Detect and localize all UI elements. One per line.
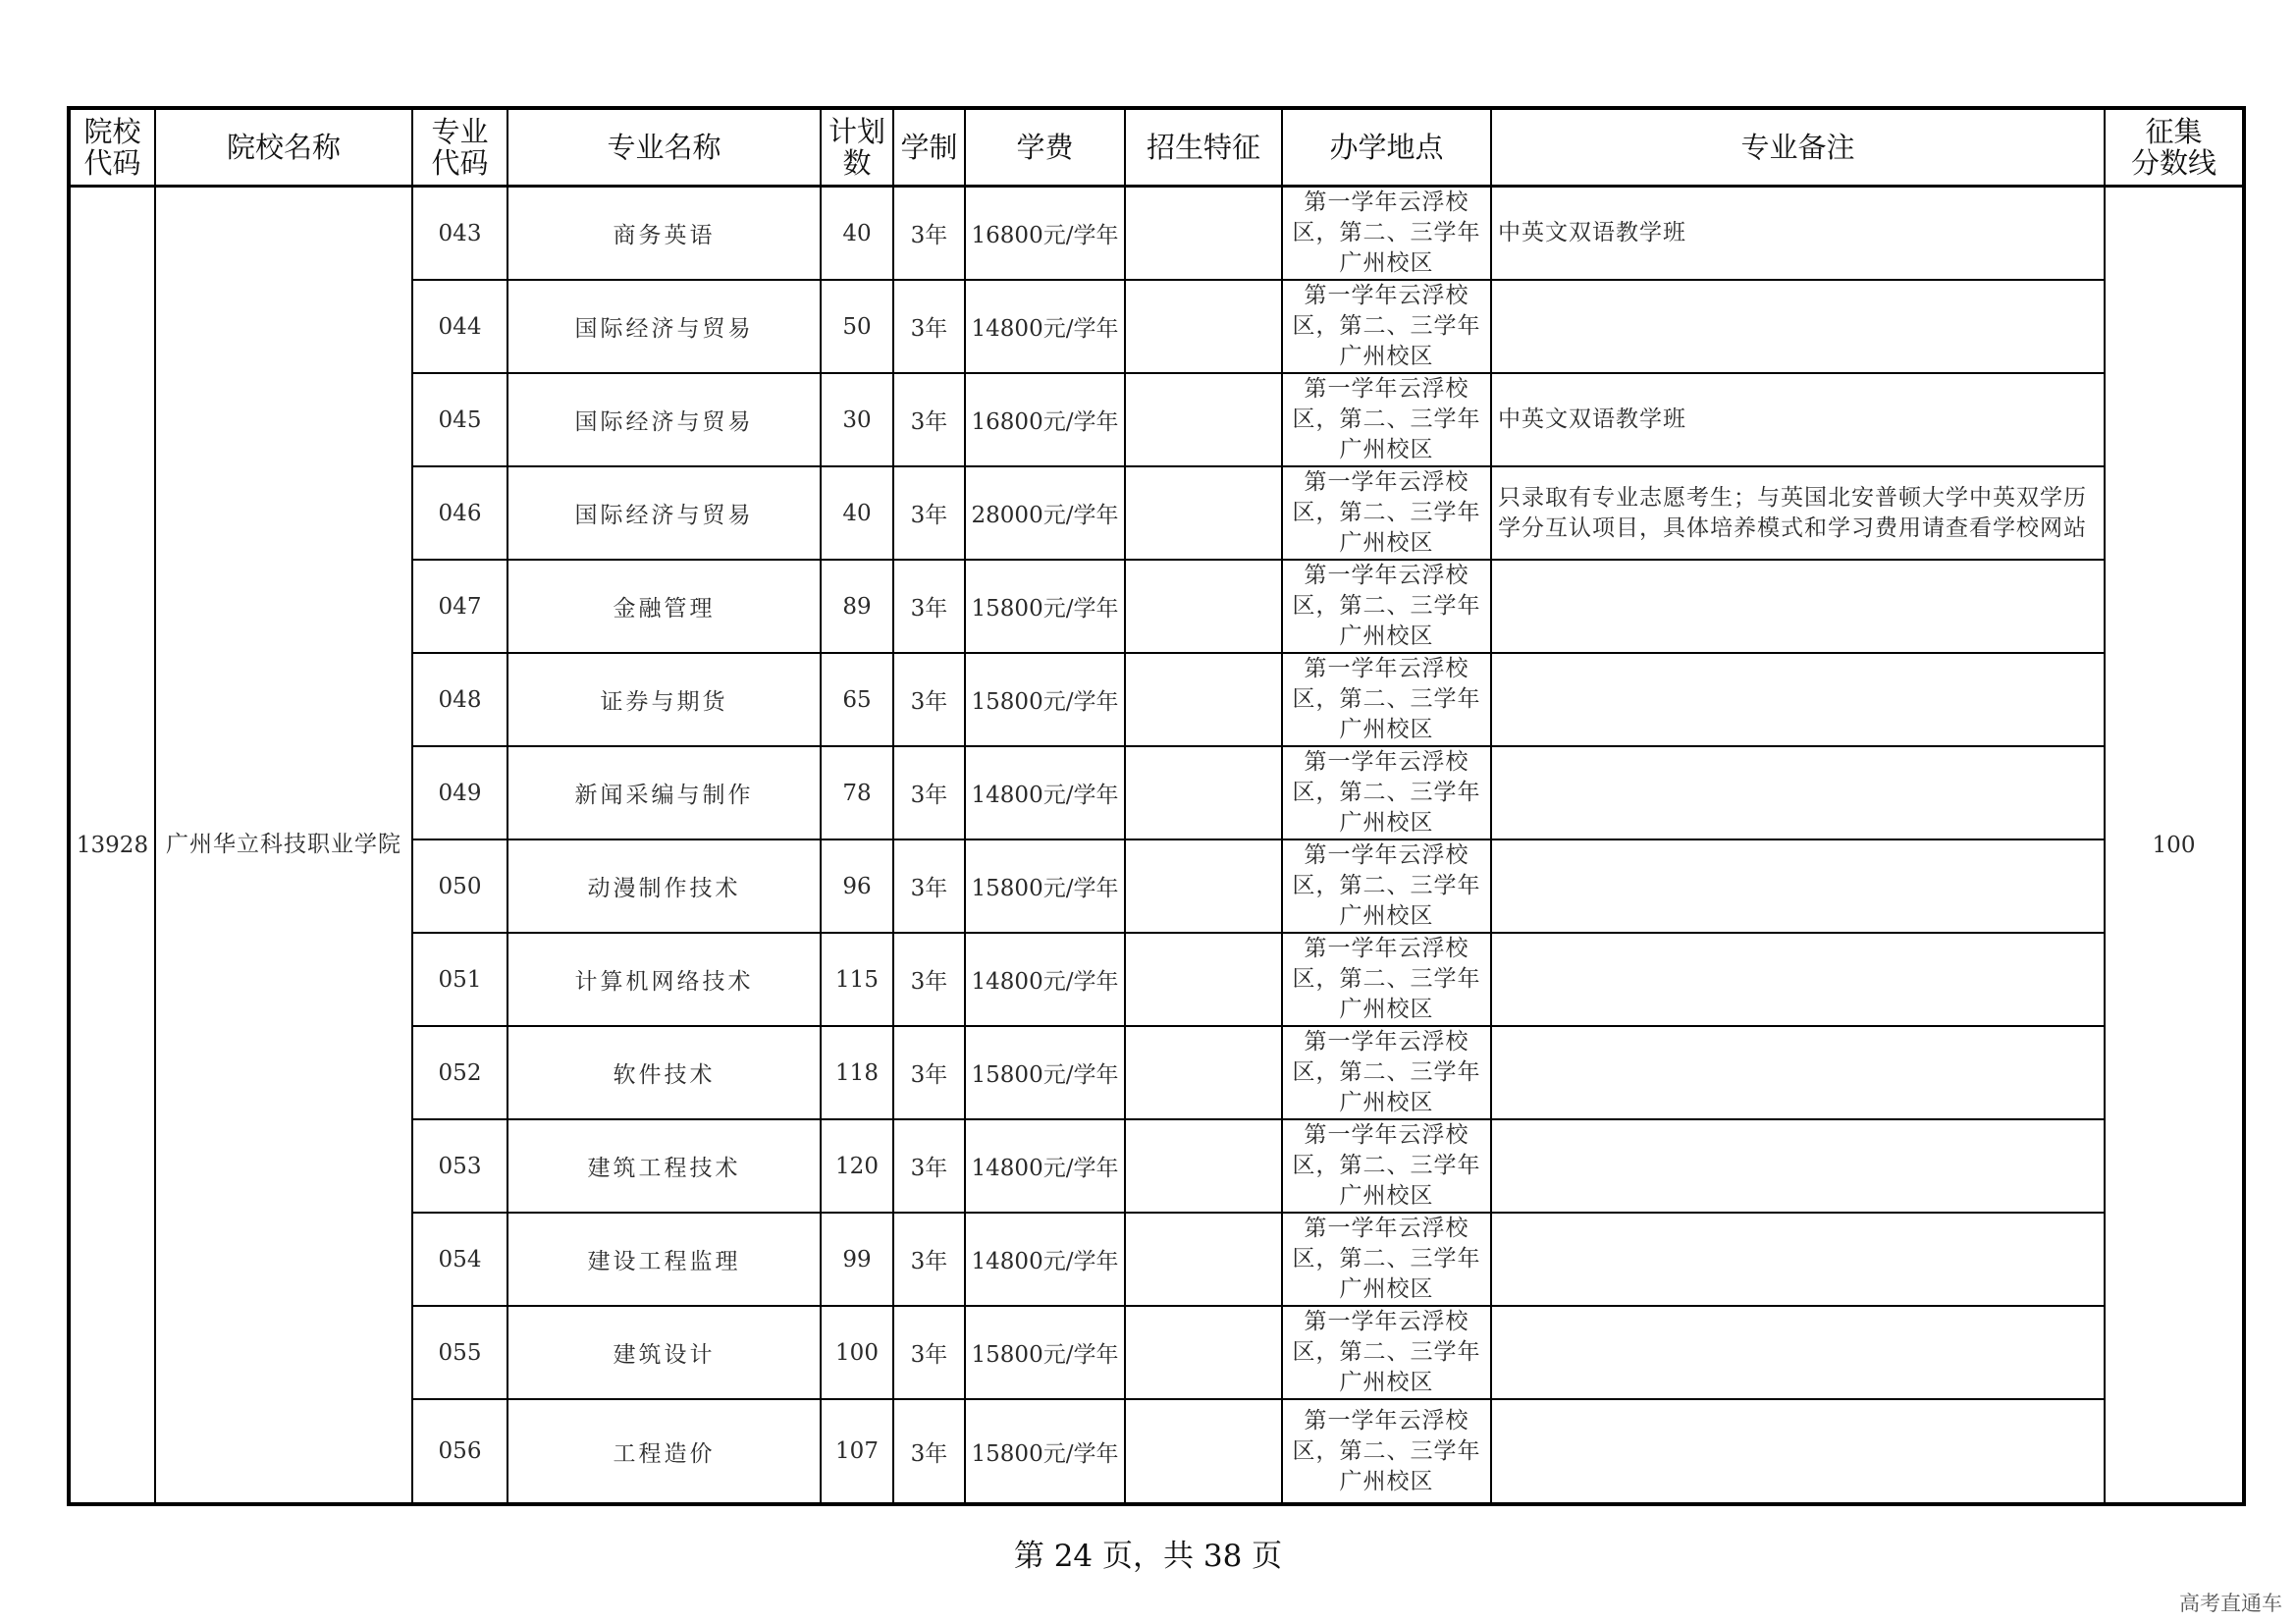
header-plan-line1: 计划 xyxy=(828,115,885,148)
major-code-cell: 049 xyxy=(412,746,507,839)
feature-cell xyxy=(1125,560,1282,653)
school-name-cell: 广州华立科技职业学院 xyxy=(155,187,412,1505)
location-cell: 第一学年云浮校区，第二、三学年广州校区 xyxy=(1282,187,1491,281)
location-cell: 第一学年云浮校区，第二、三学年广州校区 xyxy=(1282,373,1491,466)
major-name-cell: 证券与期货 xyxy=(507,653,821,746)
tuition-cell: 15800元/学年 xyxy=(965,1026,1125,1119)
feature-cell xyxy=(1125,839,1282,933)
note-cell xyxy=(1491,746,2105,839)
header-tuition: 学费 xyxy=(965,108,1125,187)
location-cell: 第一学年云浮校区，第二、三学年广州校区 xyxy=(1282,1399,1491,1504)
feature-cell xyxy=(1125,1213,1282,1306)
note-cell: 只录取有专业志愿考生；与英国北安普顿大学中英双学历学分互认项目，具体培养模式和学习费用请查看学校网站 xyxy=(1491,466,2105,560)
plan-cell: 89 xyxy=(821,560,893,653)
major-name-cell: 软件技术 xyxy=(507,1026,821,1119)
note-cell: 中英文双语教学班 xyxy=(1491,373,2105,466)
duration-cell: 3年 xyxy=(893,1399,965,1504)
plan-cell: 100 xyxy=(821,1306,893,1399)
plan-cell: 99 xyxy=(821,1213,893,1306)
major-code-cell: 054 xyxy=(412,1213,507,1306)
header-plan-line2: 数 xyxy=(842,146,872,180)
tuition-cell: 15800元/学年 xyxy=(965,839,1125,933)
feature-cell xyxy=(1125,187,1282,281)
major-name-cell: 国际经济与贸易 xyxy=(507,466,821,560)
major-code-cell: 047 xyxy=(412,560,507,653)
plan-cell: 30 xyxy=(821,373,893,466)
school-code-cell: 13928 xyxy=(69,187,155,1505)
header-duration: 学制 xyxy=(893,108,965,187)
plan-cell: 115 xyxy=(821,933,893,1026)
header-cutoff-line1: 征集 xyxy=(2145,115,2203,148)
major-name-cell: 金融管理 xyxy=(507,560,821,653)
duration-cell: 3年 xyxy=(893,187,965,281)
note-cell xyxy=(1491,839,2105,933)
major-name-cell: 国际经济与贸易 xyxy=(507,373,821,466)
header-row xyxy=(69,108,2244,187)
major-code-cell: 046 xyxy=(412,466,507,560)
tuition-cell: 15800元/学年 xyxy=(965,1306,1125,1399)
tuition-cell: 14800元/学年 xyxy=(965,1213,1125,1306)
duration-cell: 3年 xyxy=(893,560,965,653)
tuition-cell: 15800元/学年 xyxy=(965,1399,1125,1504)
table-row xyxy=(69,187,2244,281)
header-school-name: 院校名称 xyxy=(155,108,412,187)
major-name-cell: 商务英语 xyxy=(507,187,821,281)
header-major-code-line2: 代码 xyxy=(431,146,489,180)
duration-cell: 3年 xyxy=(893,1213,965,1306)
feature-cell xyxy=(1125,1306,1282,1399)
duration-cell: 3年 xyxy=(893,746,965,839)
duration-cell: 3年 xyxy=(893,280,965,373)
enrollment-table xyxy=(67,106,2246,1506)
location-cell: 第一学年云浮校区，第二、三学年广州校区 xyxy=(1282,839,1491,933)
major-code-cell: 052 xyxy=(412,1026,507,1119)
location-cell: 第一学年云浮校区，第二、三学年广州校区 xyxy=(1282,560,1491,653)
plan-cell: 107 xyxy=(821,1399,893,1504)
tuition-cell: 14800元/学年 xyxy=(965,1119,1125,1213)
plan-cell: 96 xyxy=(821,839,893,933)
feature-cell xyxy=(1125,373,1282,466)
tuition-cell: 16800元/学年 xyxy=(965,187,1125,281)
location-cell: 第一学年云浮校区，第二、三学年广州校区 xyxy=(1282,1213,1491,1306)
feature-cell xyxy=(1125,466,1282,560)
note-cell xyxy=(1491,933,2105,1026)
note-cell xyxy=(1491,1399,2105,1504)
header-school-code-line1: 院校 xyxy=(83,115,141,148)
feature-cell xyxy=(1125,746,1282,839)
major-name-cell: 国际经济与贸易 xyxy=(507,280,821,373)
note-cell xyxy=(1491,653,2105,746)
major-name-cell: 建筑工程技术 xyxy=(507,1119,821,1213)
note-cell: 中英文双语教学班 xyxy=(1491,187,2105,281)
location-cell: 第一学年云浮校区，第二、三学年广州校区 xyxy=(1282,746,1491,839)
header-plan xyxy=(821,108,893,187)
duration-cell: 3年 xyxy=(893,466,965,560)
watermark-text: 高考直通车 xyxy=(2179,1592,2282,1615)
feature-cell xyxy=(1125,653,1282,746)
duration-cell: 3年 xyxy=(893,1026,965,1119)
location-cell: 第一学年云浮校区，第二、三学年广州校区 xyxy=(1282,1306,1491,1399)
tuition-cell: 15800元/学年 xyxy=(965,653,1125,746)
major-name-cell: 建筑设计 xyxy=(507,1306,821,1399)
header-school-code-line2: 代码 xyxy=(83,146,141,180)
location-cell: 第一学年云浮校区，第二、三学年广州校区 xyxy=(1282,933,1491,1026)
cutoff-cell: 100 xyxy=(2105,187,2244,1505)
major-code-cell: 050 xyxy=(412,839,507,933)
duration-cell: 3年 xyxy=(893,839,965,933)
page-number: 第 24 页，共 38 页 xyxy=(1013,1539,1283,1574)
location-cell: 第一学年云浮校区，第二、三学年广州校区 xyxy=(1282,466,1491,560)
header-location: 办学地点 xyxy=(1282,108,1491,187)
location-cell: 第一学年云浮校区，第二、三学年广州校区 xyxy=(1282,1026,1491,1119)
feature-cell xyxy=(1125,933,1282,1026)
note-cell xyxy=(1491,1119,2105,1213)
major-code-cell: 055 xyxy=(412,1306,507,1399)
duration-cell: 3年 xyxy=(893,1119,965,1213)
tuition-cell: 14800元/学年 xyxy=(965,933,1125,1026)
location-cell: 第一学年云浮校区，第二、三学年广州校区 xyxy=(1282,280,1491,373)
location-cell: 第一学年云浮校区，第二、三学年广州校区 xyxy=(1282,653,1491,746)
header-note: 专业备注 xyxy=(1491,108,2105,187)
major-code-cell: 056 xyxy=(412,1399,507,1504)
location-cell: 第一学年云浮校区，第二、三学年广州校区 xyxy=(1282,1119,1491,1213)
duration-cell: 3年 xyxy=(893,1306,965,1399)
header-major-name: 专业名称 xyxy=(507,108,821,187)
major-code-cell: 045 xyxy=(412,373,507,466)
major-name-cell: 动漫制作技术 xyxy=(507,839,821,933)
tuition-cell: 14800元/学年 xyxy=(965,746,1125,839)
feature-cell xyxy=(1125,1026,1282,1119)
major-name-cell: 建设工程监理 xyxy=(507,1213,821,1306)
plan-cell: 50 xyxy=(821,280,893,373)
header-school-code xyxy=(69,108,155,187)
tuition-cell: 28000元/学年 xyxy=(965,466,1125,560)
major-code-cell: 051 xyxy=(412,933,507,1026)
tuition-cell: 15800元/学年 xyxy=(965,560,1125,653)
major-name-cell: 新闻采编与制作 xyxy=(507,746,821,839)
header-major-code xyxy=(412,108,507,187)
major-code-cell: 043 xyxy=(412,187,507,281)
major-code-cell: 053 xyxy=(412,1119,507,1213)
major-code-cell: 044 xyxy=(412,280,507,373)
note-cell xyxy=(1491,1306,2105,1399)
note-cell xyxy=(1491,560,2105,653)
note-cell xyxy=(1491,1213,2105,1306)
tuition-cell: 16800元/学年 xyxy=(965,373,1125,466)
duration-cell: 3年 xyxy=(893,653,965,746)
plan-cell: 40 xyxy=(821,187,893,281)
duration-cell: 3年 xyxy=(893,373,965,466)
note-cell xyxy=(1491,280,2105,373)
major-code-cell: 048 xyxy=(412,653,507,746)
tuition-cell: 14800元/学年 xyxy=(965,280,1125,373)
header-cutoff-line2: 分数线 xyxy=(2130,146,2216,180)
plan-cell: 78 xyxy=(821,746,893,839)
feature-cell xyxy=(1125,1119,1282,1213)
plan-cell: 40 xyxy=(821,466,893,560)
plan-cell: 65 xyxy=(821,653,893,746)
header-feature: 招生特征 xyxy=(1125,108,1282,187)
feature-cell xyxy=(1125,1399,1282,1504)
duration-cell: 3年 xyxy=(893,933,965,1026)
header-cutoff xyxy=(2105,108,2244,187)
major-name-cell: 计算机网络技术 xyxy=(507,933,821,1026)
table-body xyxy=(69,187,2244,1505)
note-cell xyxy=(1491,1026,2105,1119)
feature-cell xyxy=(1125,280,1282,373)
header-major-code-line1: 专业 xyxy=(431,115,489,148)
plan-cell: 118 xyxy=(821,1026,893,1119)
major-name-cell: 工程造价 xyxy=(507,1399,821,1504)
plan-cell: 120 xyxy=(821,1119,893,1213)
